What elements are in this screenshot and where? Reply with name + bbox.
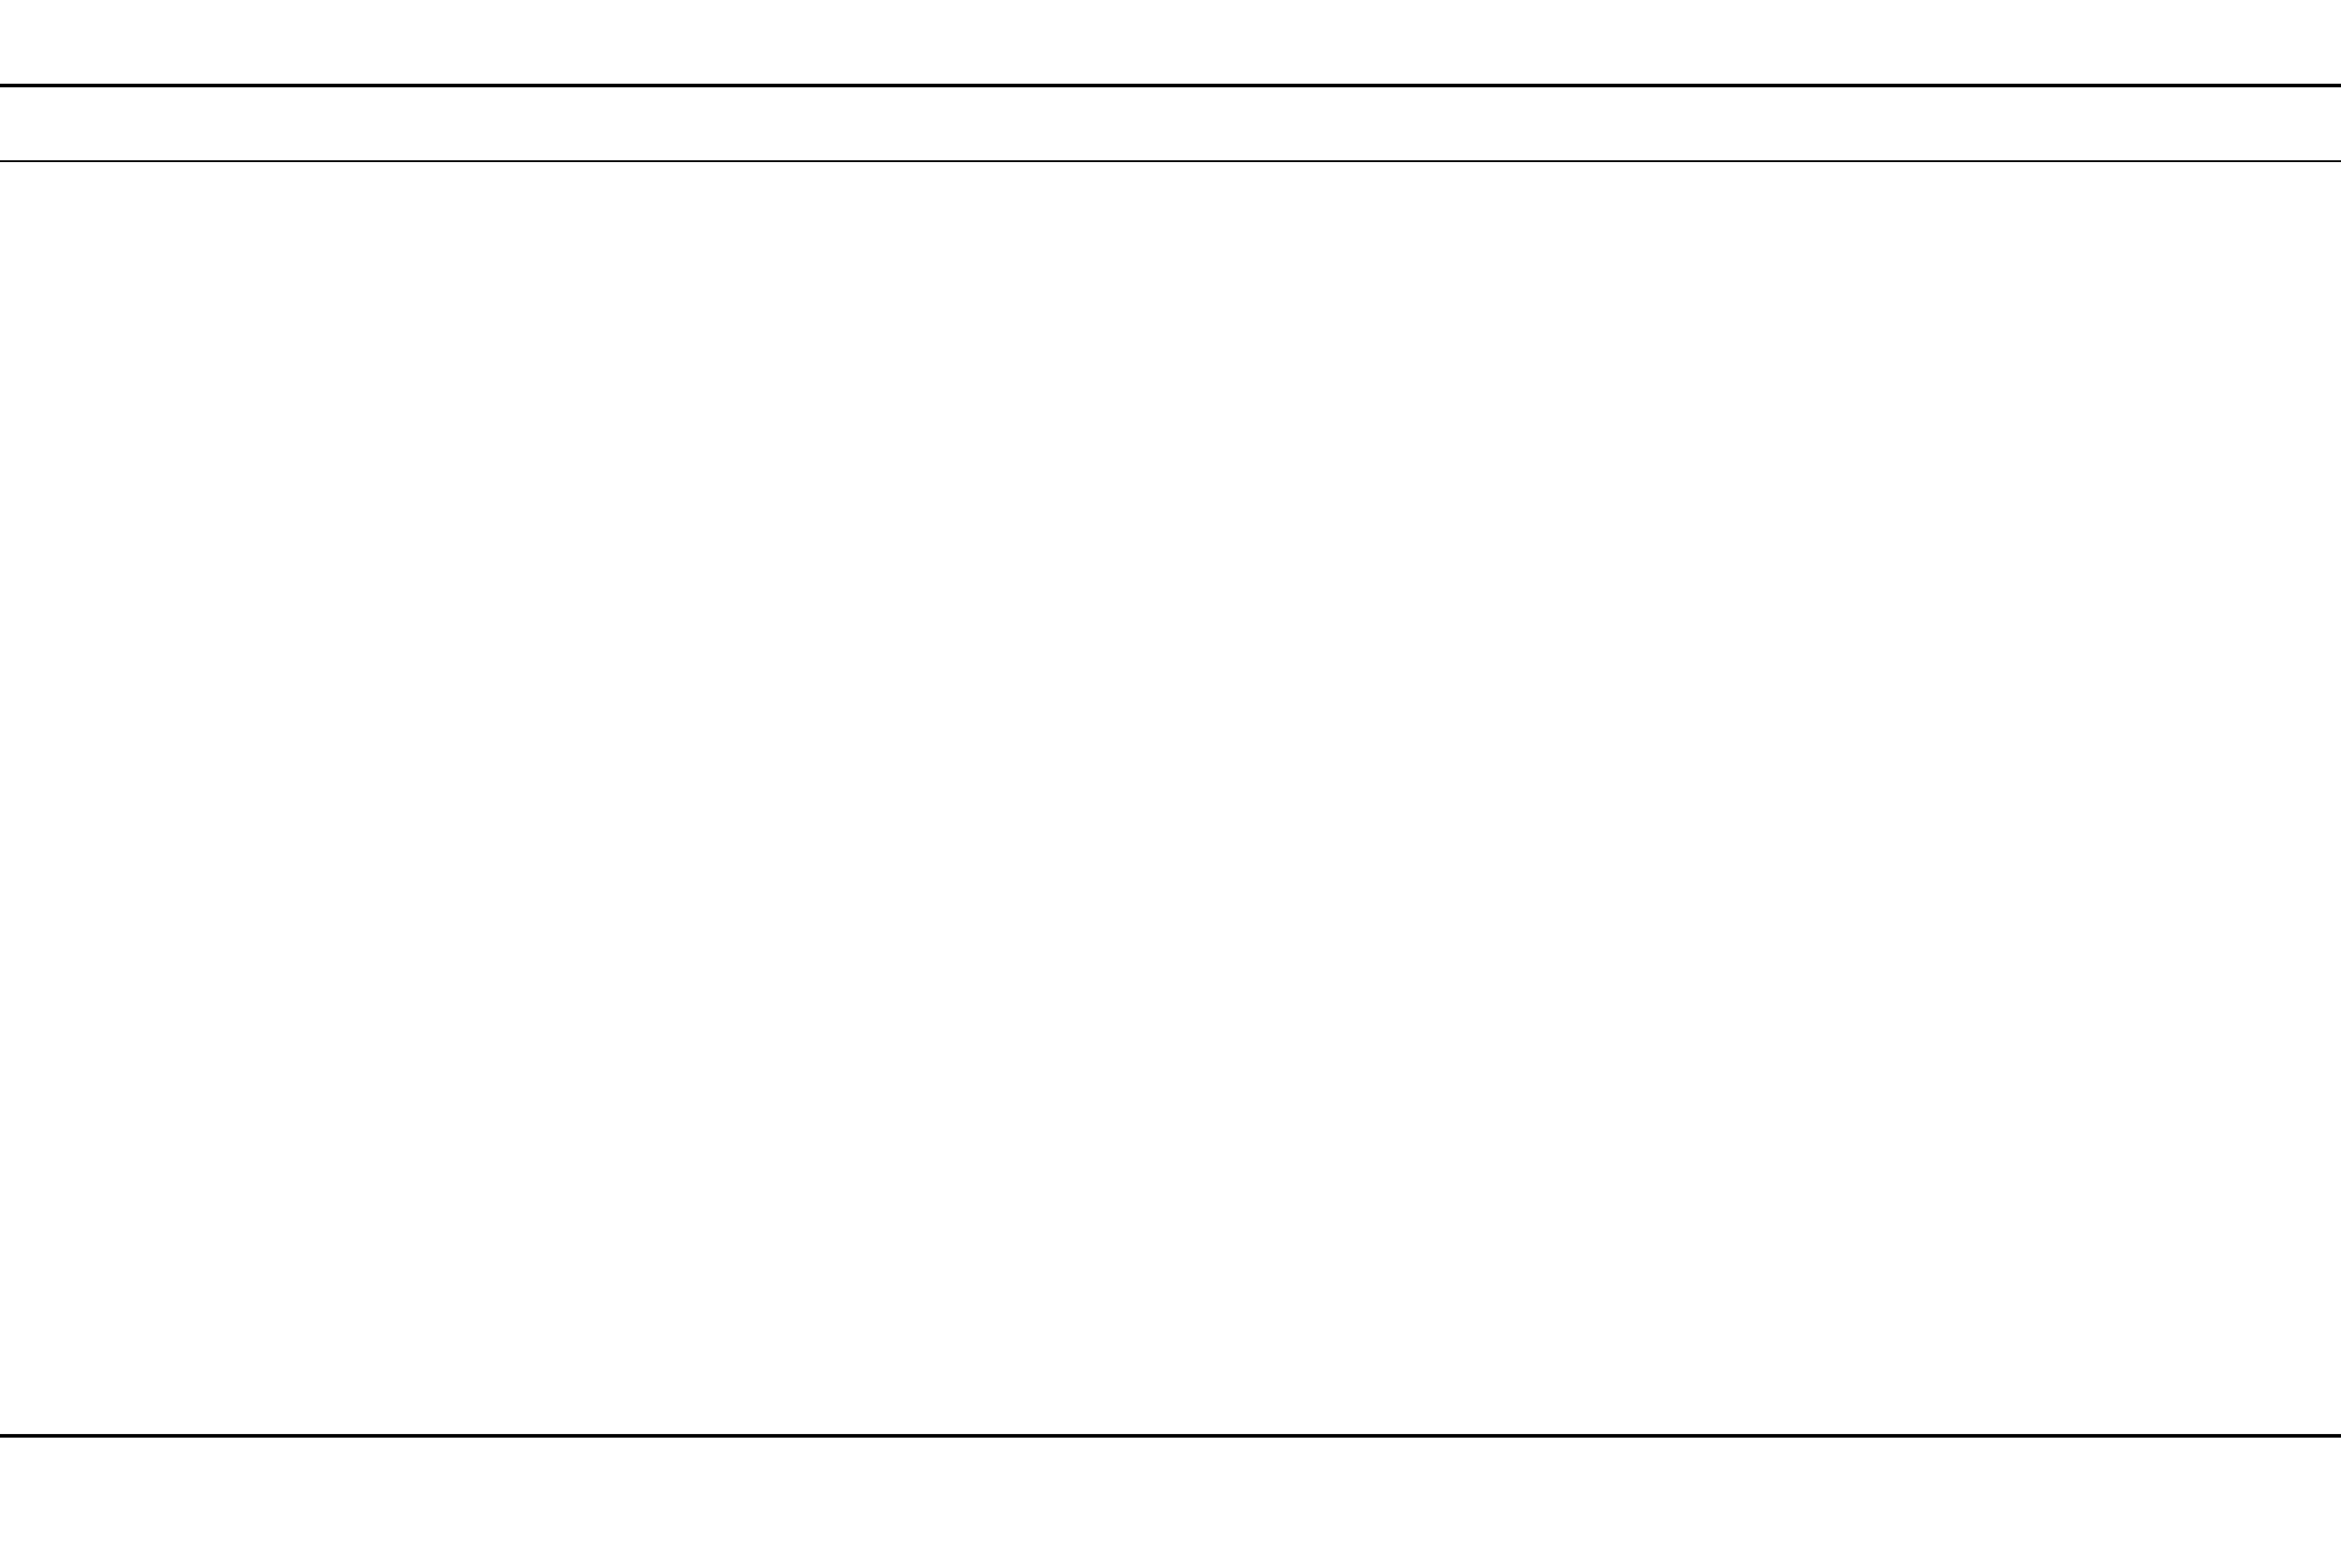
bottom-rule: [0, 1434, 2341, 1438]
table-header: [0, 85, 2341, 184]
header-rule: [0, 160, 2341, 162]
table-caption: [0, 2, 2341, 56]
